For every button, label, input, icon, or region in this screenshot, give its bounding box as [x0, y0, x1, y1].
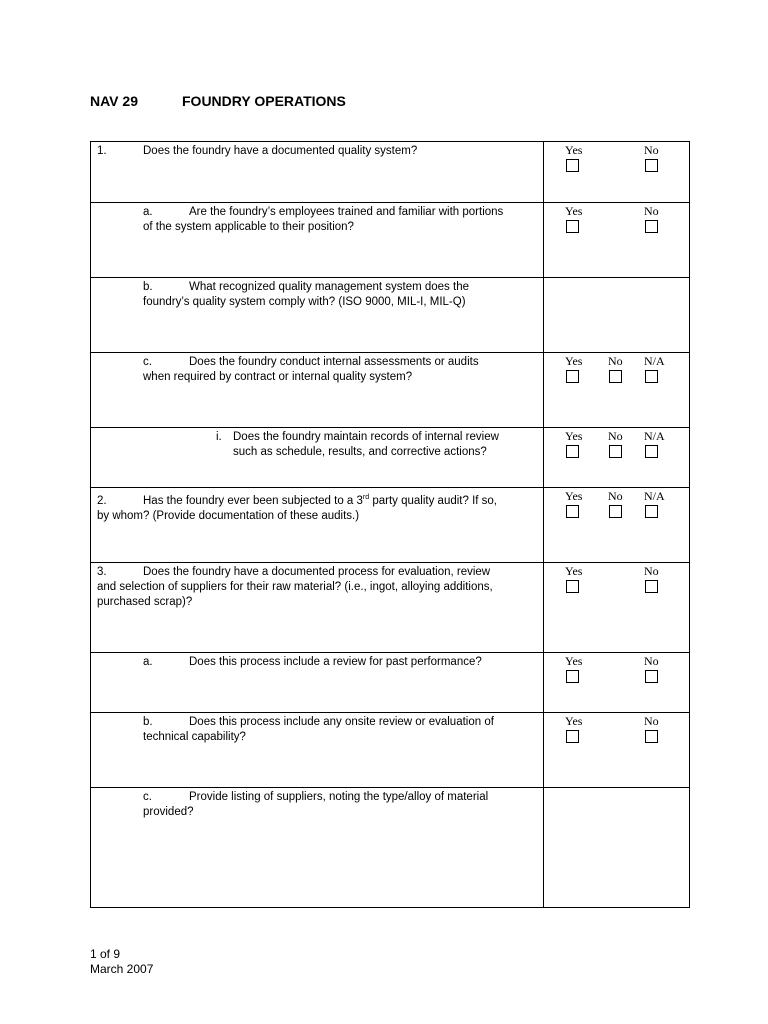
question-cell: i. Does the foundry maintain records of internal review such as schedule, results, and corrective actions? — [91, 428, 544, 488]
option-na[interactable]: N/A — [644, 490, 665, 518]
question-cell: 3. Does the foundry have a documented process for evaluation, review and selection of suppliers for their raw material? (i.e., ingot, alloying additions, purchased scrap)? — [91, 563, 544, 653]
question-row-1b — [91, 278, 690, 353]
question-cell: b. What recognized quality management system does the foundry’s quality system comply with? (ISO 9000, MIL-I, MIL-Q) — [91, 278, 544, 353]
checkbox[interactable] — [645, 580, 658, 593]
question-row-2 — [91, 488, 690, 563]
answer-cell[interactable] — [544, 788, 690, 908]
answer-cell — [544, 428, 690, 488]
answer-cell — [544, 353, 690, 428]
checkbox[interactable] — [566, 220, 579, 233]
checkbox[interactable] — [566, 580, 579, 593]
option-na[interactable]: N/A — [644, 430, 665, 458]
page-footer — [90, 947, 153, 977]
checkbox[interactable] — [566, 670, 579, 683]
checkbox[interactable] — [645, 445, 658, 458]
option-no[interactable]: No — [644, 565, 659, 593]
page-number: 1 of 9 — [90, 947, 121, 961]
checkbox[interactable] — [566, 445, 579, 458]
question-row-3c — [91, 788, 690, 908]
option-no[interactable]: No — [608, 490, 623, 518]
answer-cell[interactable] — [544, 278, 690, 353]
option-yes[interactable]: Yes — [565, 715, 582, 743]
question-cell: 1. Does the foundry have a documented quality system? — [91, 142, 544, 203]
option-no[interactable]: No — [644, 715, 659, 743]
option-na[interactable]: N/A — [644, 355, 665, 383]
question-cell: c. Provide listing of suppliers, noting the type/alloy of material provided? — [91, 788, 544, 908]
document-title: FOUNDRY OPERATIONS — [182, 93, 346, 109]
checkbox[interactable] — [609, 445, 622, 458]
option-no[interactable]: No — [644, 655, 659, 683]
answer-cell — [544, 563, 690, 653]
checkbox[interactable] — [566, 730, 579, 743]
option-no[interactable]: No — [644, 205, 659, 233]
question-text: Does the foundry have a documented quality system? — [143, 145, 418, 157]
checkbox[interactable] — [566, 505, 579, 518]
document-date: March 2007 — [90, 962, 154, 976]
checkbox[interactable] — [645, 220, 658, 233]
checkbox[interactable] — [645, 159, 658, 172]
option-yes[interactable]: Yes — [565, 355, 582, 383]
question-cell: b. Does this process include any onsite review or evaluation of technical capability? — [91, 713, 544, 788]
question-cell: 2. Has the foundry ever been subjected to a 3rd party quality audit? If so, by whom? (Provide documentation of these audits.) — [91, 488, 544, 563]
option-yes[interactable]: Yes — [565, 655, 582, 683]
answer-cell — [544, 653, 690, 713]
checkbox[interactable] — [609, 370, 622, 383]
checkbox[interactable] — [645, 670, 658, 683]
question-cell: a. Does this process include a review for past performance? — [91, 653, 544, 713]
option-yes[interactable]: Yes — [565, 490, 582, 518]
question-row-3b — [91, 713, 690, 788]
option-no[interactable]: No — [644, 144, 659, 172]
option-yes[interactable]: Yes — [565, 430, 582, 458]
checkbox[interactable] — [609, 505, 622, 518]
checkbox[interactable] — [566, 159, 579, 172]
checkbox[interactable] — [645, 370, 658, 383]
checkbox[interactable] — [645, 505, 658, 518]
option-no[interactable]: No — [608, 355, 623, 383]
question-row-1 — [91, 142, 690, 203]
option-yes[interactable]: Yes — [565, 565, 582, 593]
question-row-3 — [91, 563, 690, 653]
document-code: NAV 29 — [90, 93, 138, 109]
page-title — [90, 93, 346, 109]
question-cell: c. Does the foundry conduct internal assessments or audits when required by contract or internal quality system? — [91, 353, 544, 428]
option-no[interactable]: No — [608, 430, 623, 458]
question-row-3a — [91, 653, 690, 713]
question-cell: a. Are the foundry’s employees trained and familiar with portions of the system applicable to their position? — [91, 203, 544, 278]
checkbox[interactable] — [566, 370, 579, 383]
question-row-1ci — [91, 428, 690, 488]
answer-cell — [544, 142, 690, 203]
question-row-1c — [91, 353, 690, 428]
option-yes[interactable]: Yes — [565, 205, 582, 233]
option-yes[interactable]: Yes — [565, 144, 582, 172]
question-row-1a — [91, 203, 690, 278]
answer-cell — [544, 713, 690, 788]
answer-cell — [544, 488, 690, 563]
answer-cell — [544, 203, 690, 278]
questionnaire-table — [90, 141, 690, 908]
checkbox[interactable] — [645, 730, 658, 743]
